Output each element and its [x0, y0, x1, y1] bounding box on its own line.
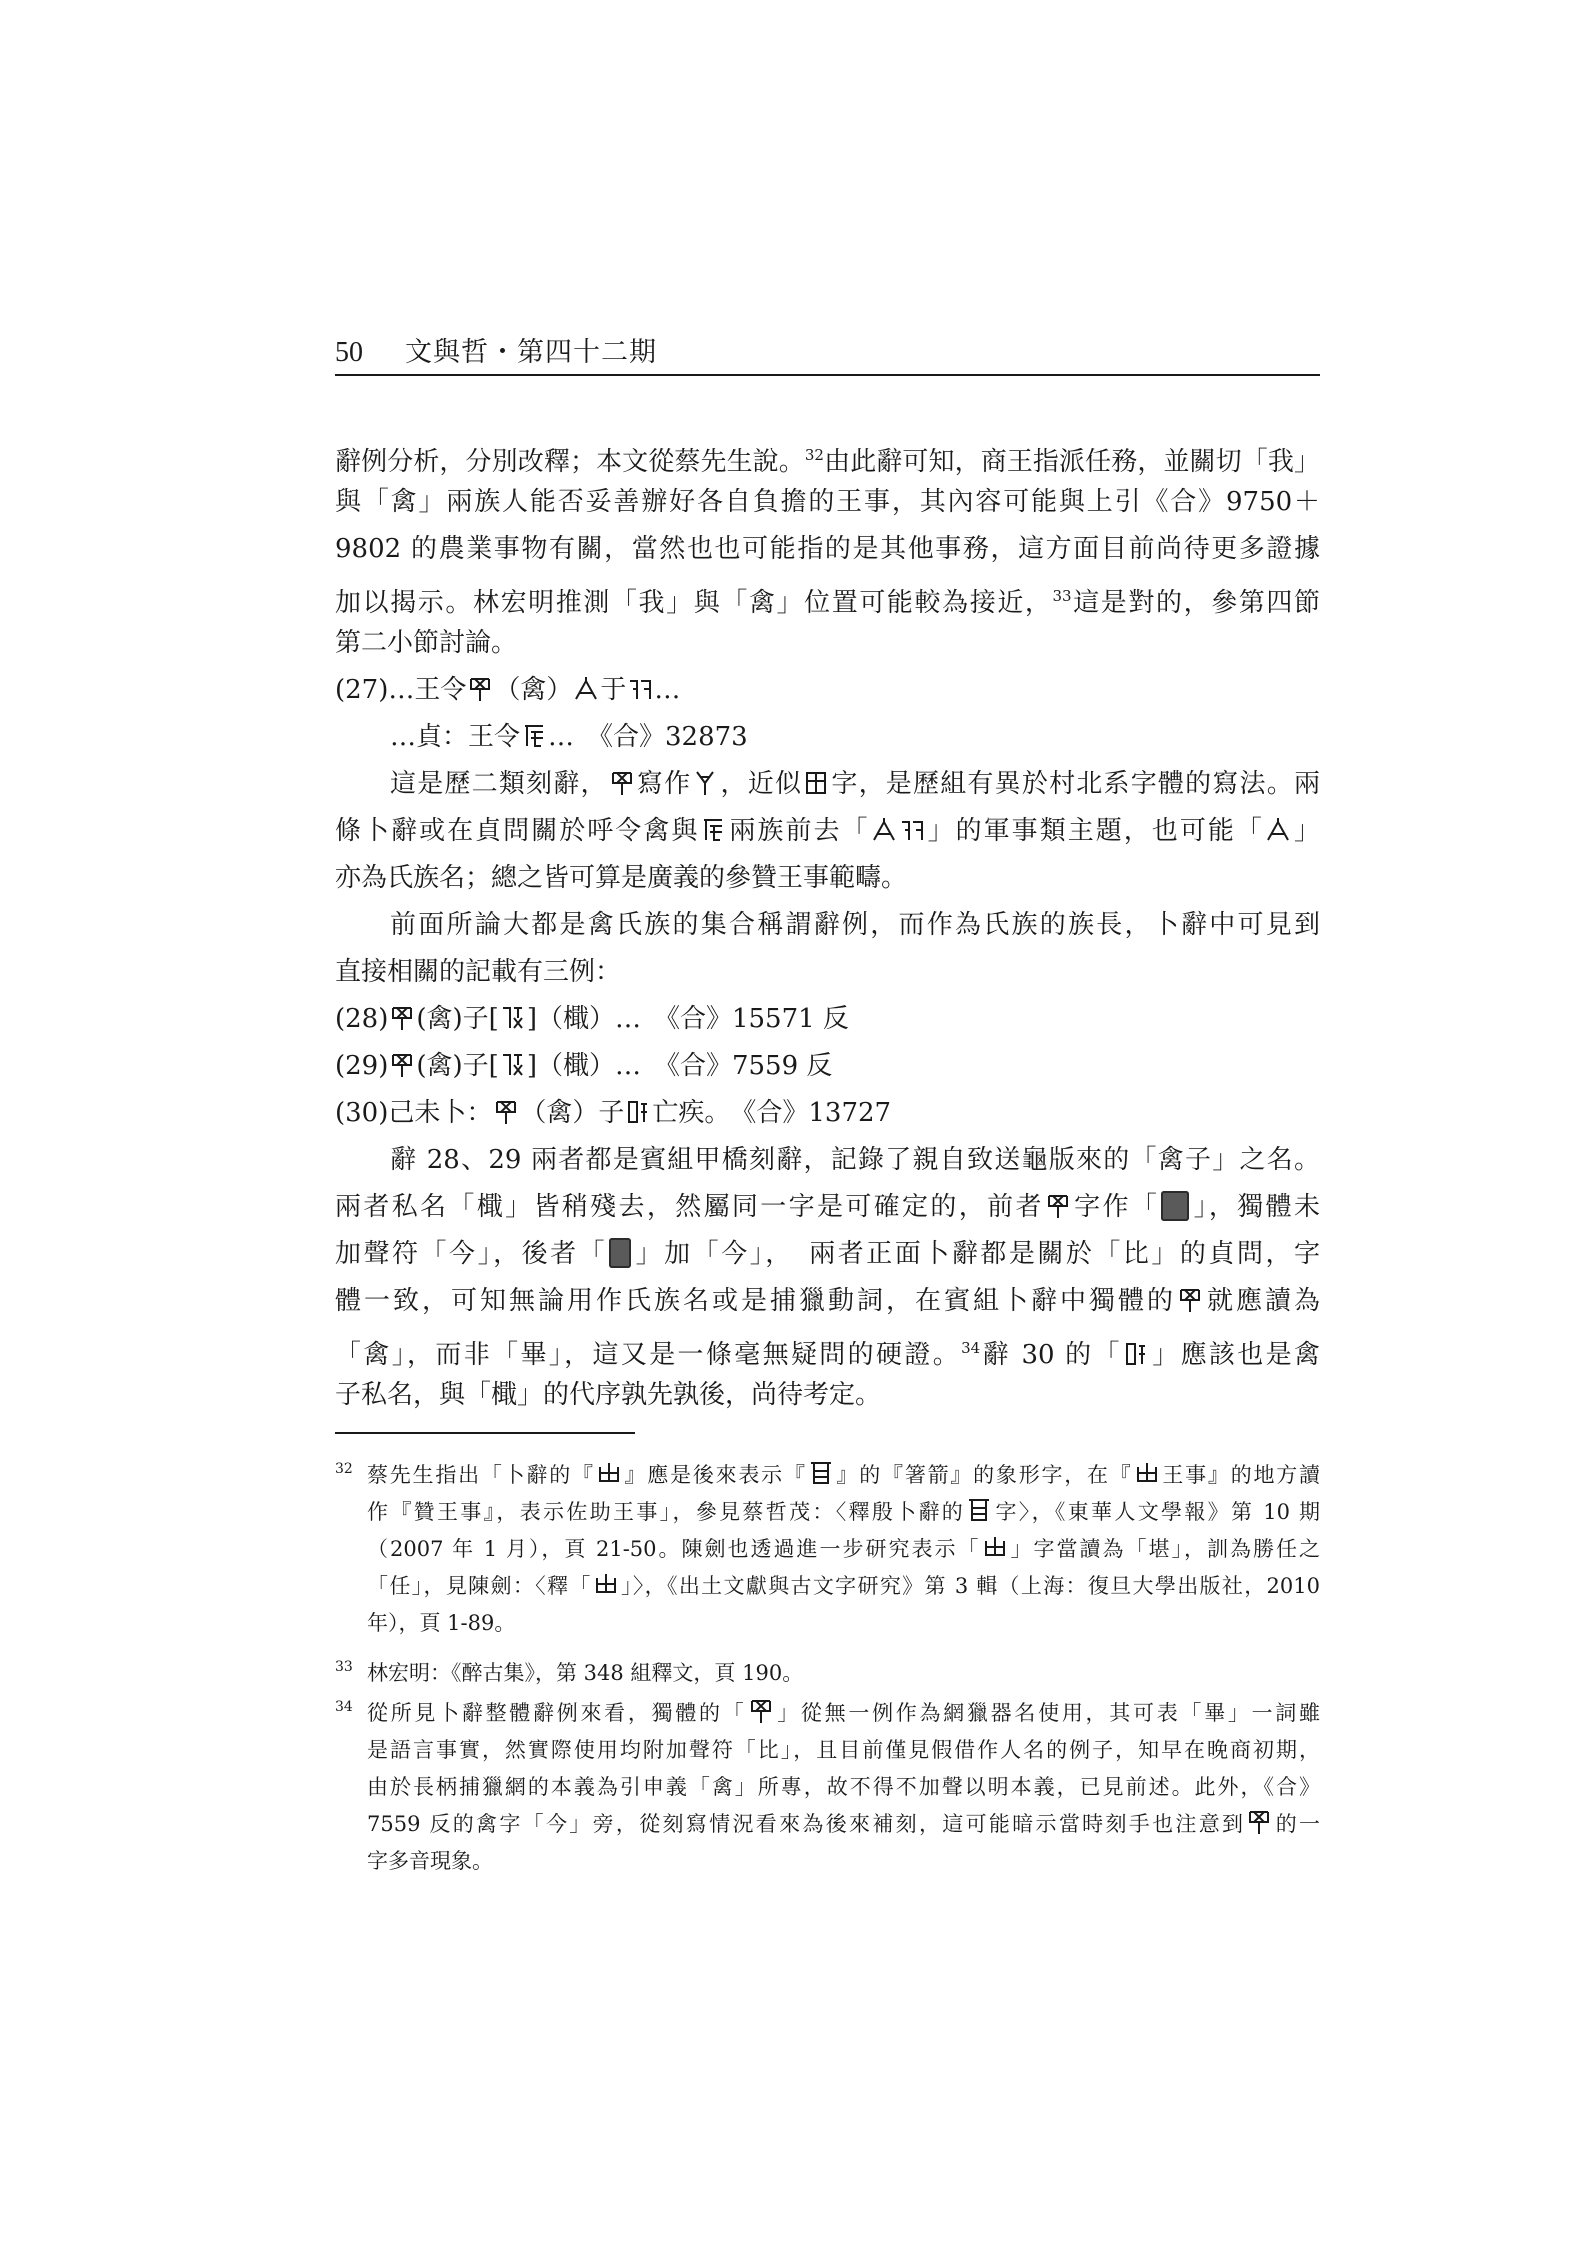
para3-line-1: 前面所論大都是禽氏族的集合稱謂辭例，而作為氏族的族長，卜辭中可見到 [390, 910, 1320, 940]
para2-line-3: 亦為氏族名；總之皆可算是廣義的參贊王事範疇。 [335, 863, 908, 893]
archaic-glyph-icon [573, 675, 599, 703]
footnote-line: 7559 反的禽字「今」旁，從刻寫情況看來為後來補刻，這可能暗示當時刻手也注意到 的一 [367, 1807, 1320, 1841]
footnote-line: 是語言事實，然實際使用均附加聲符「比」，且目前僅見假借作人名的例子，知早在晚商初期， [367, 1738, 1320, 1762]
net-glyph-icon [1246, 1808, 1272, 1836]
net-glyph-icon [389, 1051, 415, 1079]
body-line-5: 第二小節討論。 [335, 628, 518, 658]
archaic-glyph-icon [871, 816, 897, 844]
example-29: (29) (禽)子[ ]（檝）… 《合》7559 反 [335, 1051, 833, 1081]
archaic-glyph-icon [700, 816, 726, 844]
para4-line-4: 體一致，可知無論用作氏族名或是捕獵動詞，在賓組卜辭中獨體的 就應讀為 [335, 1286, 1320, 1316]
para4-line-6: 子私名，與「檝」的代序孰先孰後，尚待考定。 [335, 1380, 882, 1410]
archaic-glyph-icon [966, 1496, 992, 1524]
net-glyph-icon [1177, 1286, 1203, 1314]
archaic-glyph-icon [500, 1051, 526, 1079]
para2-line-2: 條卜辭或在貞問關於呼令禽與 兩族前去「 」的軍事類主題，也可能「 」 [335, 816, 1320, 846]
archaic-glyph-icon [899, 816, 925, 844]
para4-line-5: 「禽」，而非「畢」，這又是一條毫無疑問的硬證。$^{34}$辭 30 的「 」應該也是禽 [335, 1339, 1320, 1370]
para4-line-1: 辭 28、29 兩者都是賓組甲橋刻辭，記錄了親自致送龜版來的「禽子」之名。 [390, 1145, 1320, 1175]
footnote-33 [335, 1656, 1320, 1696]
archaic-glyph-icon [982, 1533, 1008, 1561]
journal-title: 文與哲・第四十二期 [405, 337, 657, 368]
rubbing-image-icon [1161, 1191, 1189, 1221]
footnote-line: 「任」，見陳劍：〈釋「 」〉，《出土文獻與古文字研究》第 3 輯（上海：復旦大學出版社，2010 [367, 1569, 1320, 1603]
body-line-1: 辭例分析，分別改釋；本文從蔡先生說。$^{32}$由此辭可知，商王指派任務，並關切「我」 [335, 446, 1320, 477]
footnote-line: 年），頁 1-89。 [367, 1611, 516, 1635]
rubbing-image-icon [609, 1238, 631, 1268]
footnote-line: 作『贊王事』，表示佐助王事」，參見蔡哲茂：〈釋殷卜辭的 字〉，《東華人文學報》第 10 期 [367, 1495, 1320, 1529]
footnote-32 [335, 1458, 1320, 1648]
body-line-2: 與「禽」兩族人能否妥善辦好各自負擔的王事，其內容可能與上引《合》9750＋ [335, 487, 1320, 517]
archaic-glyph-icon [500, 1004, 526, 1032]
footnote-line: 字多音現象。 [367, 1849, 493, 1873]
net-glyph-icon [609, 769, 635, 797]
net-glyph-icon [748, 1697, 774, 1725]
footnote-line: 從所見卜辭整體辭例來看，獨體的「 」從無一例作為網獵器名使用，其可表「畢」一詞雖 [367, 1696, 1320, 1730]
archaic-glyph-icon [1123, 1340, 1149, 1368]
footnote-ref-32[interactable]: 32 [804, 446, 824, 464]
footnote-ref-34[interactable]: 34 [961, 1339, 981, 1357]
footnote-ref-33[interactable]: 33 [1052, 587, 1072, 605]
footnote-line: 蔡先生指出「卜辭的『 』應是後來表示『 』的『箸箭』的象形字，在『 王事』的地方讀 [367, 1458, 1320, 1492]
footnote-divider [335, 1432, 635, 1434]
archaic-glyph-icon [521, 722, 547, 750]
body-line-3: 9802 的農業事物有關，當然也也可能指的是其他事務，這方面目前尚待更多證據 [335, 534, 1320, 564]
footnote-line: （2007 年 1 月），頁 21-50。陳劍也透過進一步研究表示「 」字當讀為「堪」，訓為勝任之 [367, 1532, 1320, 1566]
archaic-glyph-icon [803, 769, 829, 797]
archaic-glyph-icon [625, 1098, 651, 1126]
footnote-line: 由於長柄捕獵網的本義為引申義「禽」所專，故不得不加聲以明本義，已見前述。此外，《合》 [367, 1775, 1320, 1799]
para2-line-1: 這是歷二類刻辭， 寫作 ，近似 字，是歷組有異於村北系字體的寫法。兩 [390, 769, 1320, 799]
running-header [335, 336, 1320, 376]
archaic-glyph-icon [1134, 1459, 1160, 1487]
page-number: 50 [335, 337, 363, 368]
net-glyph-icon [467, 675, 493, 703]
archaic-glyph-icon [593, 1570, 619, 1598]
para4-line-3: 加聲符「今」，後者「 」加「今」， 兩者正面卜辭都是關於「比」的貞問，字 [335, 1239, 1320, 1269]
footnote-mark: 34 [335, 1699, 353, 1715]
example-27-line-2: …貞：王令 … 《合》32873 [390, 722, 748, 752]
net-glyph-icon [389, 1004, 415, 1032]
example-27: (27)…王令 （禽） 于 … [335, 675, 681, 705]
archaic-glyph-icon [596, 1459, 622, 1487]
footnote-mark: 32 [335, 1461, 353, 1477]
net-glyph-icon [1045, 1192, 1071, 1220]
para3-line-2: 直接相關的記載有三例： [335, 957, 622, 987]
archaic-glyph-icon [1265, 816, 1291, 844]
example-30: (30)己未卜： （禽）子 亡疾。 《合》13727 [335, 1098, 892, 1128]
archaic-glyph-icon [808, 1459, 834, 1487]
archaic-glyph-icon [627, 675, 653, 703]
net-glyph-icon [493, 1098, 519, 1126]
archaic-glyph-icon [692, 769, 718, 797]
footnote-line: 林宏明：《醉古集》，第 348 組釋文，頁 190。 [367, 1661, 804, 1685]
example-28: (28) (禽)子[ ]（檝）… 《合》15571 反 [335, 1004, 849, 1034]
body-line-4: 加以揭示。林宏明推測「我」與「禽」位置可能較為接近，$^{33}$這是對的，參第四節 [335, 587, 1320, 618]
para4-line-2: 兩者私名「檝」皆稍殘去，然屬同一字是可確定的，前者 字作「 」，獨體未 [335, 1192, 1320, 1222]
footnote-34 [335, 1696, 1320, 1886]
footnote-mark: 33 [335, 1659, 353, 1675]
